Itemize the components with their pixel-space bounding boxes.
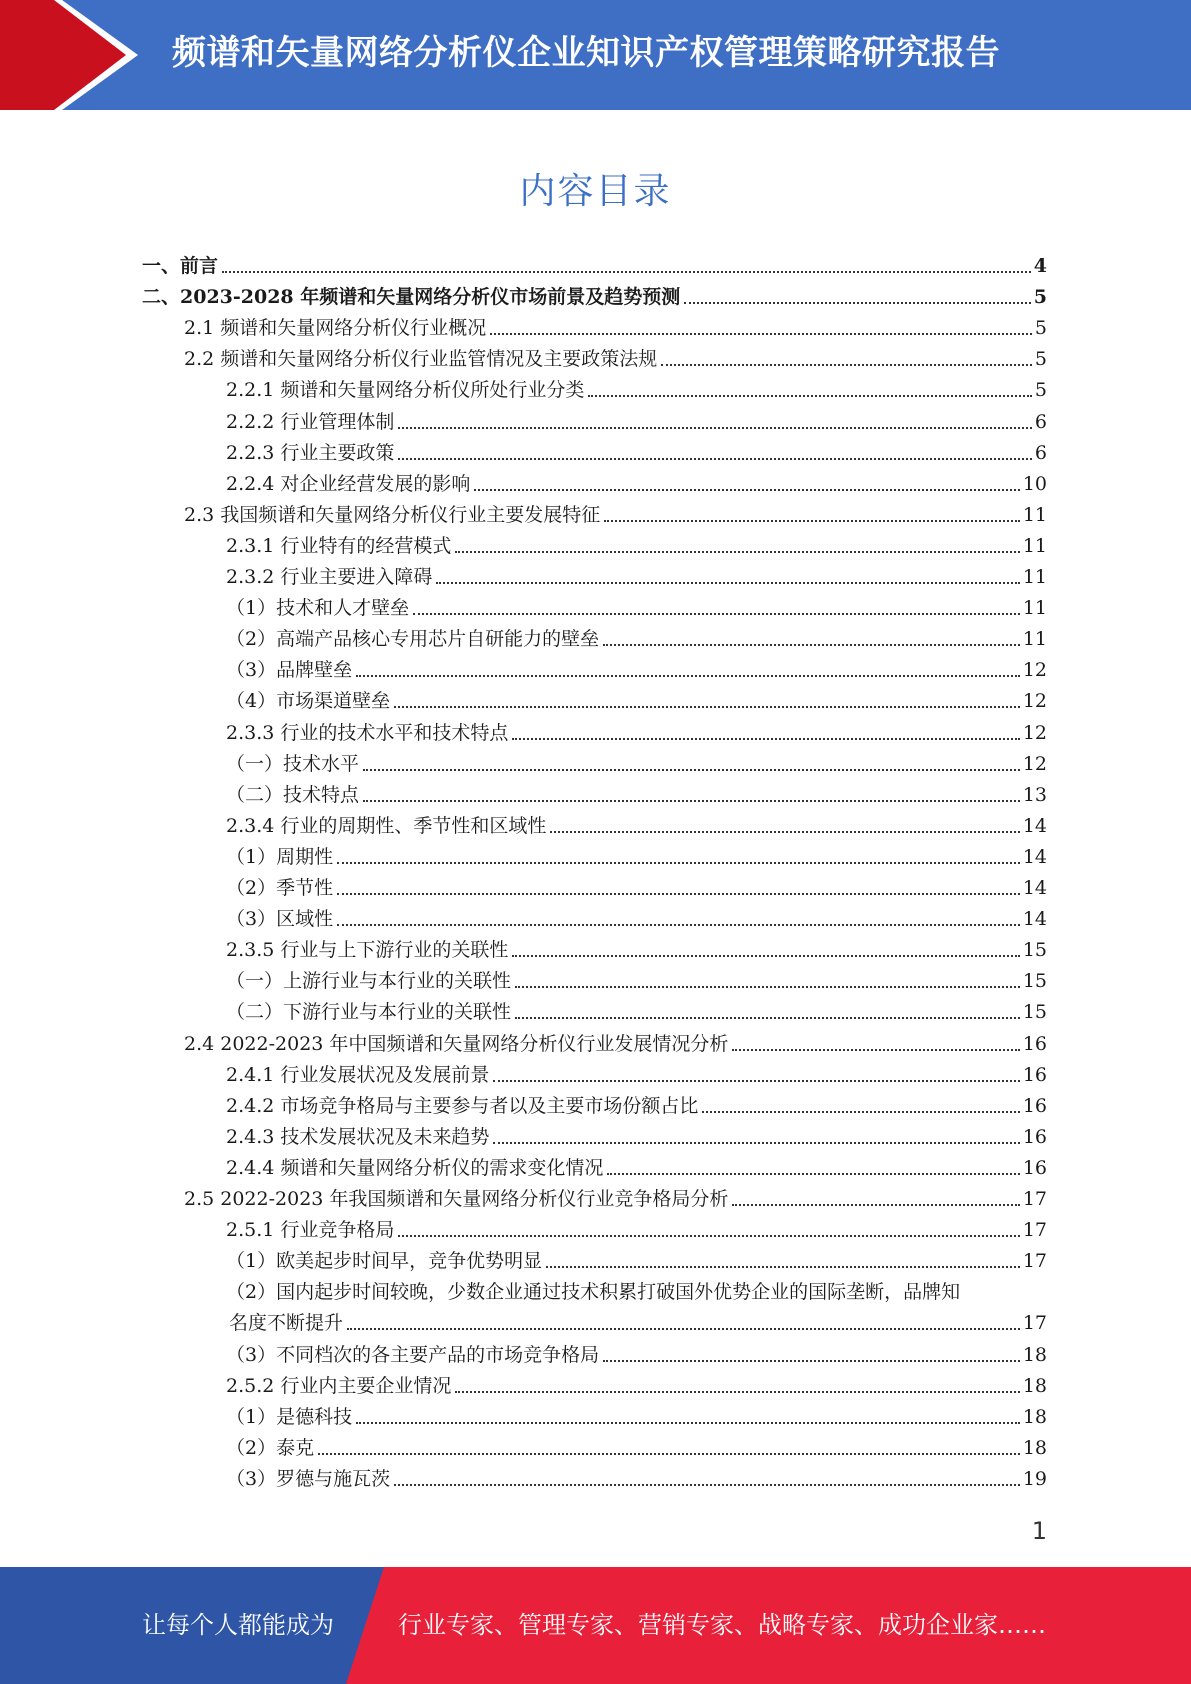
toc-leader-dots	[474, 489, 1019, 491]
toc-entry[interactable]	[226, 377, 1047, 403]
toc-entry-label: 2.2.1 频谱和矢量网络分析仪所处行业分类	[226, 379, 585, 402]
toc-leader-dots	[493, 1142, 1019, 1144]
toc-entry-label: 2.3.4 行业的周期性、季节性和区域性	[226, 814, 547, 837]
toc-entry[interactable]	[226, 1373, 1047, 1399]
toc-entry-label: 2.3.3 行业的技术水平和技术特点	[226, 721, 509, 744]
toc-leader-dots	[603, 644, 1020, 646]
toc-entry-label: 2.1 频谱和矢量网络分析仪行业概况	[184, 317, 487, 340]
toc-entry-label: （3）品牌壁垒	[226, 659, 353, 682]
toc-entry[interactable]	[229, 1310, 1047, 1336]
toc-entry-label: （二）下游行业与本行业的关联性	[226, 1001, 512, 1024]
toc-entry[interactable]	[226, 1342, 1047, 1368]
toc-leader-dots	[398, 1235, 1019, 1237]
toc-entry-label: （2）国内起步时间较晚，少数企业通过技术积累打破国外优势企业的国际垄断，品牌知	[226, 1281, 961, 1304]
toc-leader-dots	[337, 924, 1020, 926]
toc-entry-page: 10	[1022, 472, 1047, 495]
toc-entry-page: 4	[1033, 255, 1047, 277]
toc-entry[interactable]	[226, 1093, 1047, 1119]
toc-entry[interactable]	[226, 409, 1047, 435]
toc-entry-page: 12	[1022, 721, 1047, 744]
footer-tagline: 行业专家、管理专家、营销专家、战略专家、成功企业家……	[398, 1611, 1046, 1639]
toc-leader-dots	[363, 769, 1020, 771]
toc-entry[interactable]	[226, 657, 1047, 683]
toc-leader-dots	[588, 395, 1032, 397]
toc-leader-dots	[347, 1328, 1020, 1330]
toc-entry[interactable]	[226, 968, 1047, 994]
toc-leader-dots	[493, 1080, 1019, 1082]
toc-entry-label: （2）季节性	[226, 877, 334, 899]
toc-entry-label: 2.4.4 频谱和矢量网络分析仪的需求变化情况	[226, 1156, 604, 1179]
toc-entry-page: 5	[1034, 317, 1047, 340]
toc-entry-page: 18	[1022, 1436, 1047, 1459]
toc-entry[interactable]	[226, 999, 1047, 1025]
toc-leader-dots	[222, 271, 1031, 273]
toc-entry-page: 12	[1022, 659, 1047, 682]
toc-entry-page: 17	[1022, 1188, 1047, 1210]
toc-entry-page: 14	[1022, 877, 1047, 899]
toc-entry-page: 11	[1022, 534, 1047, 557]
toc-entry-label: （1）技术和人才壁垒	[226, 597, 410, 620]
toc-entry-page: 11	[1022, 503, 1047, 526]
toc-leader-dots	[398, 427, 1032, 429]
toc-entry-page: 16	[1022, 1032, 1047, 1055]
toc-entry-label: （二）技术特点	[226, 783, 360, 806]
toc-entry-page: 5	[1033, 286, 1047, 309]
toc-entry[interactable]	[226, 1435, 1047, 1461]
toc-entry-page: 18	[1022, 1405, 1047, 1428]
toc-entry[interactable]	[184, 1186, 1047, 1212]
toc-entry[interactable]	[184, 346, 1047, 372]
toc-leader-dots	[413, 613, 1020, 615]
toc-entry[interactable]	[226, 440, 1047, 466]
toc-entry-label: （1）周期性	[226, 845, 334, 868]
toc-entry-page: 5	[1034, 379, 1047, 402]
toc-entry-page: 17	[1022, 1250, 1047, 1273]
toc-entry-label: （2）泰克	[226, 1436, 315, 1459]
toc-leader-dots	[318, 1453, 1020, 1455]
toc-leader-dots	[607, 1173, 1019, 1175]
toc-entry-label: （1）是德科技	[226, 1405, 353, 1428]
toc-leader-dots	[455, 1391, 1019, 1393]
toc-entry-label: （3）不同档次的各主要产品的市场竞争格局	[226, 1343, 600, 1366]
toc-leader-dots	[604, 520, 1020, 522]
toc-leader-dots	[363, 800, 1020, 802]
toc-entry-label: （3）区域性	[226, 908, 334, 931]
toc-entry-page: 15	[1022, 1001, 1047, 1024]
toc-entry[interactable]	[226, 533, 1047, 559]
toc-leader-dots	[394, 1484, 1020, 1486]
toc-entry-label: 一、前言	[142, 255, 219, 277]
toc-entry-label: （一）上游行业与本行业的关联性	[226, 970, 512, 993]
toc-entry[interactable]	[226, 564, 1047, 590]
toc-entry[interactable]	[226, 906, 1047, 932]
toc-entry[interactable]	[142, 284, 1047, 310]
toc-leader-dots	[455, 551, 1019, 553]
toc-entry-label: 二、2023-2028 年频谱和矢量网络分析仪市场前景及趋势预测	[142, 286, 681, 309]
toc-entry[interactable]	[226, 1217, 1047, 1243]
toc-entry-label: 2.4.2 市场竞争格局与主要参与者以及主要市场份额占比	[226, 1094, 699, 1117]
toc-entry-page: 14	[1022, 814, 1047, 837]
toc-entry-page: 11	[1022, 628, 1047, 651]
toc-leader-dots	[732, 1049, 1019, 1051]
toc-leader-dots	[398, 458, 1032, 460]
toc-entry-page: 11	[1022, 566, 1047, 588]
toc-entry-page: 18	[1022, 1374, 1047, 1397]
toc-entry[interactable]	[226, 1404, 1047, 1430]
toc-entry-page: 19	[1022, 1467, 1047, 1490]
toc-entry[interactable]	[184, 1031, 1047, 1057]
toc-entry[interactable]	[184, 502, 1047, 528]
toc-entry-page: 16	[1022, 1156, 1047, 1179]
toc-heading: 内容目录	[519, 171, 672, 212]
toc-entry-label: （2）高端产品核心专用芯片自研能力的壁垒	[226, 628, 600, 651]
toc-leader-dots	[436, 582, 1019, 584]
header-banner	[0, 0, 1191, 110]
toc-entry-label: （4）市场渠道壁垒	[226, 690, 391, 713]
toc-entry-label: 2.5.2 行业内主要企业情况	[226, 1374, 452, 1397]
toc-entry[interactable]	[226, 813, 1047, 839]
toc-entry-page: 6	[1034, 441, 1047, 464]
toc-entry-page: 12	[1022, 752, 1047, 775]
toc-entry-page: 12	[1022, 690, 1047, 713]
toc-entry-label: 2.5 2022-2023 年我国频谱和矢量网络分析仪行业竞争格局分析	[184, 1188, 729, 1210]
toc-entry-page: 14	[1022, 845, 1047, 868]
report-title: 频谱和矢量网络分析仪企业知识产权管理策略研究报告	[172, 33, 1000, 73]
toc-leader-dots	[337, 893, 1020, 895]
toc-entry[interactable]	[142, 253, 1047, 279]
toc-entry-page: 11	[1022, 597, 1047, 620]
toc-entry-label: 2.3 我国频谱和矢量网络分析仪行业主要发展特征	[184, 503, 601, 526]
toc-leader-dots	[356, 675, 1020, 677]
toc-leader-dots	[550, 831, 1019, 833]
toc-entry[interactable]	[226, 1124, 1047, 1150]
toc-entry-label: 2.2.3 行业主要政策	[226, 441, 395, 464]
toc-entry-label: 2.2.4 对企业经营发展的影响	[226, 472, 471, 495]
toc-leader-dots	[661, 364, 1032, 366]
toc-entry-page: 17	[1022, 1312, 1047, 1335]
toc-entry[interactable]	[226, 1062, 1047, 1088]
toc-entry[interactable]	[226, 1466, 1047, 1492]
toc-entry-label: 2.4.3 技术发展状况及未来趋势	[226, 1125, 490, 1148]
toc-leader-dots	[394, 706, 1020, 708]
toc-entry[interactable]	[226, 595, 1047, 621]
toc-entry-page: 16	[1022, 1125, 1047, 1148]
toc-entry-label: （一）技术水平	[226, 752, 360, 775]
toc-entry[interactable]	[226, 875, 1047, 901]
toc-entry-page: 13	[1022, 783, 1047, 806]
toc-entry-page: 15	[1022, 939, 1047, 962]
toc-entry[interactable]	[226, 751, 1047, 777]
toc-entry-page: 16	[1022, 1094, 1047, 1117]
toc-leader-dots	[490, 333, 1032, 335]
toc-entry-label: 2.3.1 行业特有的经营模式	[226, 534, 452, 557]
toc-leader-dots	[702, 1111, 1019, 1113]
toc-entry[interactable]	[226, 626, 1047, 652]
toc-entry[interactable]	[226, 937, 1047, 963]
toc-entry[interactable]	[226, 782, 1047, 808]
toc-leader-dots	[512, 738, 1019, 740]
toc-entry[interactable]	[226, 1248, 1047, 1274]
toc-entry[interactable]	[226, 1155, 1047, 1181]
toc-entry-page: 6	[1034, 410, 1047, 433]
toc-entry-label: 2.3.2 行业主要进入障碍	[226, 566, 433, 588]
toc-leader-dots	[684, 302, 1031, 304]
toc-leader-dots	[603, 1360, 1020, 1362]
toc-entry-label: 2.3.5 行业与上下游行业的关联性	[226, 939, 509, 962]
toc-entry-page: 16	[1022, 1063, 1047, 1086]
toc-entry-label: 2.4 2022-2023 年中国频谱和矢量网络分析仪行业发展情况分析	[184, 1032, 729, 1055]
toc-entry[interactable]	[226, 720, 1047, 746]
toc-entry[interactable]	[226, 688, 1047, 714]
toc-leader-dots	[546, 1266, 1020, 1268]
toc-entry-label: 2.2.2 行业管理体制	[226, 410, 395, 433]
footer-slogan: 让每个人都能成为	[142, 1611, 334, 1639]
toc-leader-dots	[512, 955, 1019, 957]
toc-leader-dots	[732, 1204, 1019, 1206]
toc-entry-label: 2.5.1 行业竞争格局	[226, 1219, 395, 1242]
page-number: 1	[1031, 1517, 1047, 1545]
toc-entry-page: 18	[1022, 1343, 1047, 1366]
footer-banner	[0, 1567, 1191, 1684]
toc-entry[interactable]	[226, 471, 1047, 497]
toc-entry[interactable]	[184, 315, 1047, 341]
toc-entry-label: 2.4.1 行业发展状况及发展前景	[226, 1063, 490, 1086]
toc-entry[interactable]	[226, 844, 1047, 870]
toc-entry-label-continuation: 名度不断提升	[229, 1312, 344, 1335]
toc-entry-label: 2.2 频谱和矢量网络分析仪行业监管情况及主要政策法规	[184, 348, 658, 371]
toc-entry-page: 17	[1022, 1219, 1047, 1242]
toc-entry-label: （1）欧美起步时间早，竞争优势明显	[226, 1250, 543, 1273]
toc-entry-page: 14	[1022, 908, 1047, 931]
toc-leader-dots	[515, 1017, 1020, 1019]
toc-entry-page: 15	[1022, 970, 1047, 993]
toc-leader-dots	[515, 986, 1020, 988]
toc-entry-page: 5	[1034, 348, 1047, 371]
toc-leader-dots	[356, 1422, 1020, 1424]
toc-leader-dots	[337, 862, 1020, 864]
toc-entry-label: （3）罗德与施瓦茨	[226, 1467, 391, 1490]
